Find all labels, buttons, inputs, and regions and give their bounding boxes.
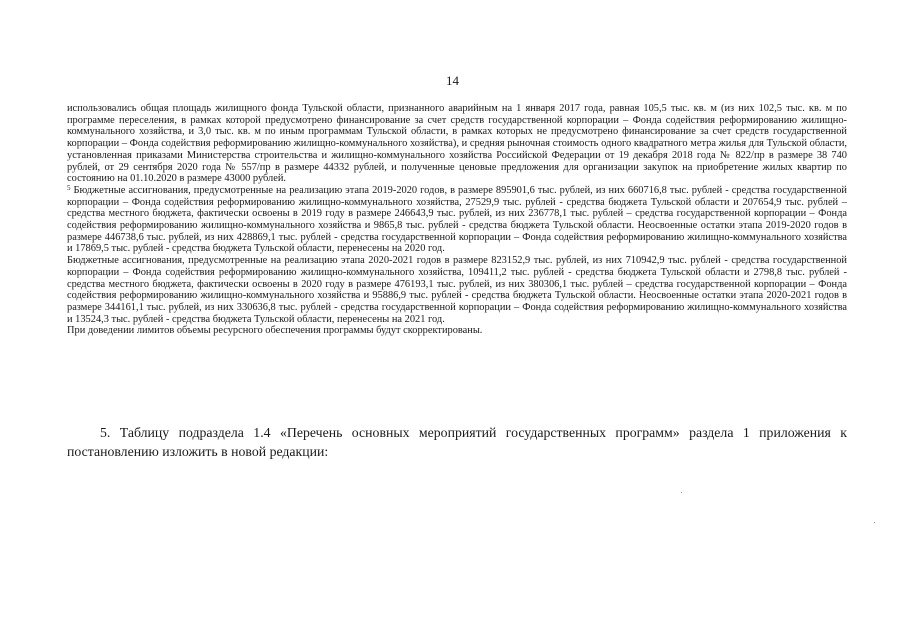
footnote-5-text: Бюджетные ассигнования, предусмотренные на реализацию этапа 2019-2020 годов, в размере 895901,6 тыс. рублей, из них 660716,8 тыс. рублей - средства государственной корпорации – Фонда содействия реформированию жилищно-коммунального хозяйства, 27529,9 тыс. рублей - средства бюджета Тульской области и 207654,9 тыс. рублей – средства местного бюджета, фактически освоены в 2019 году в размере 246643,9 тыс. рублей, из них 236778,1 тыс. рублей – средства государственной корпорации – Фонда содействия реформированию жилищно-коммунального хозяйства и 9865,8 тыс. рублей - средства бюджета Тульской области. Неосвоенные остатки этапа 2019-2020 годов в размере 446738,6 тыс. рублей, из них 428869,1 тыс. рублей - средства государственной корпорации – Фонда содействия реформированию жилищно-коммунального хозяйства и 17869,5 тыс. рублей - средства бюджета Тульской области, перенесены на 2020 год. [67,184,847,255]
footnote-5-paragraph-3: При доведении лимитов объемы ресурсного обеспечения программы будут скорректированы. [67,325,483,337]
page-number: 14 [446,73,459,88]
footnote-5 [67,185,847,255]
footnote-4-continuation: использовались общая площадь жилищного фонда Тульской области, признанного аварийным на 1 января 2017 года, равная 105,5 тыс. кв. м (из них 102,5 тыс. кв. м по программе переселения, в рамках которой предусмотрено финансирование за счет средств государственной корпорации – Фонда содействия реформированию жилищно-коммунального хозяйства, и 3,0 тыс. кв. м по иным программам Тульской области, в рамках которых не предусмотрено финансирование за счет средств государственной корпорации – Фонда содействия реформированию жилищно-коммунального хозяйства), и средняя рыночная стоимость одного квадратного метра жилья для Тульской области, установленная приказами Министерства строительства и жилищно-коммунального хозяйства Российской Федерации от 19 декабря 2018 года № 822/пр в размере 38 740 рублей, от 29 сентября 2020 года № 557/пр в размере 44332 рублей, и полученные ценовые предложения для организации закупок на приобретение жилых квартир по состоянию на 01.10.2020 в размере 43000 рублей. [67,103,847,185]
footnote-5-paragraph-2: Бюджетные ассигнования, предусмотренные на реализацию этапа 2020-2021 годов в размере 823152,9 тыс. рублей, из них 710942,9 тыс. рублей - средства государственной корпорации – Фонда содействия реформированию жилищно-коммунального хозяйства, 109411,2 тыс. рублей - средства бюджета Тульской области и 2798,8 тыс. рублей - средства местного бюджета, фактически освоены в 2020 году в размере 476193,1 тыс. рублей, из них 380306,1 тыс. рублей – средства государственной корпорации – Фонда содействия реформированию жилищно-коммунального хозяйства и 95886,9 тыс. рублей - средства бюджета Тульской области. Неосвоенные остатки этапа 2020-2021 годов в размере 344161,1 тыс. рублей, из них 330636,8 тыс. рублей - средства государственной корпорации – Фонда содействия реформированию жилищно-коммунального хозяйства и 13524,3 тыс. рублей - средства бюджета Тульской области, перенесены на 2021 год. [67,255,847,325]
scan-speck [681,492,682,493]
main-paragraph: 5. Таблицу подраздела 1.4 «Перечень основных мероприятий государственных программ» раздела 1 приложения к постановлению изложить в новой редакции: [67,425,847,459]
footnote-5-marker: 5 [67,183,71,192]
scan-speck [874,522,875,523]
footnotes-block [67,103,847,337]
